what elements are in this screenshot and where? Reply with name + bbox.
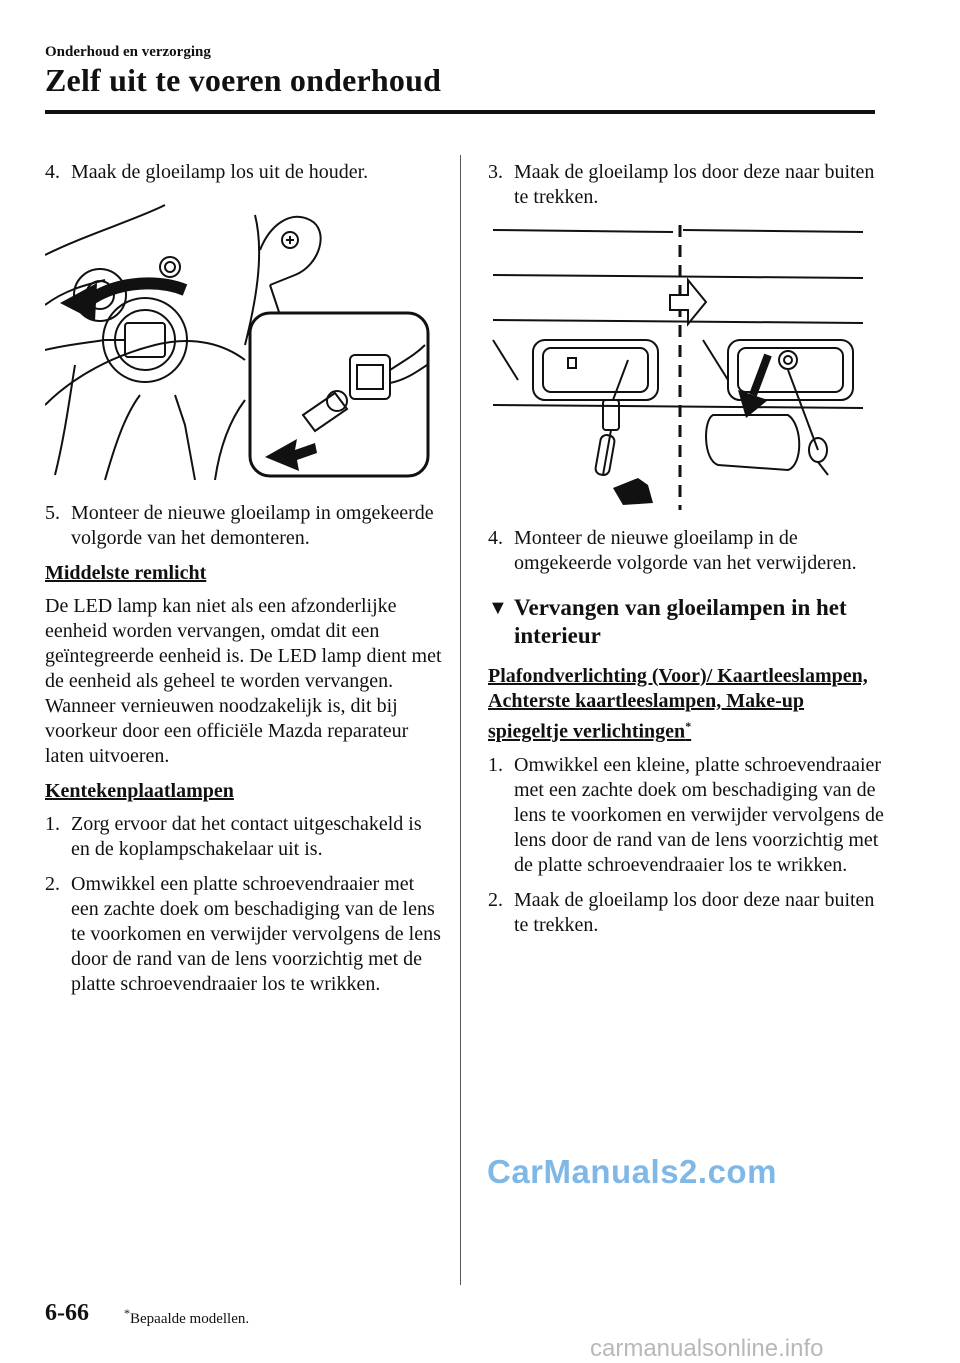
subheading-license-plate-lights: Kentekenplaatlampen <box>45 780 234 802</box>
asterisk-marker: * <box>685 719 692 733</box>
step-4-left <box>45 160 445 185</box>
license-plate-lamp-illustration <box>488 220 873 510</box>
subheading-text: Plafondverlichting (Voor)/ Kaartleeslampen, Achterste kaartleeslampen, Make-up spiegeltje verlichtingen <box>488 665 868 743</box>
step-1-right <box>488 753 888 878</box>
step-text: Monteer de nieuwe gloeilamp in omgekeerde volgorde van het demonteren. <box>71 502 434 549</box>
column-divider <box>460 155 461 1285</box>
step-text: Maak de gloeilamp los uit de houder. <box>71 161 369 183</box>
headlamp-bulb-illustration <box>45 195 435 485</box>
watermark-logo: CarManuals2.com <box>487 1153 777 1190</box>
section-heading-text: Vervangen van gloeilampen in het interieur <box>514 595 847 648</box>
step-text: Omwikkel een platte schroevendraaier met een zachte doek om beschadiging van de lens te voorkomen en verwijder vervolgens de lens door de rand van de lens voorzichtig met de platte schroevendraaier los te wrikken. <box>71 873 441 995</box>
subheading-interior-lights <box>488 664 888 745</box>
section-heading-interior-bulbs <box>488 594 888 650</box>
step-3-right <box>488 160 888 210</box>
step-text: Monteer de nieuwe gloeilamp in de omgekeerde volgorde van het verwijderen. <box>514 527 857 574</box>
step-number: 2. <box>45 873 60 895</box>
header-rule <box>45 110 875 114</box>
asterisk-marker: * <box>124 1306 130 1320</box>
footnote <box>124 1306 249 1328</box>
paragraph-led: De LED lamp kan niet als een afzonderlijke eenheid worden vervangen, omdat dit een geïntegreerde eenheid is. De LED lamp dient met de eenheid als geheel te worden vervangen. Wanneer vernieuwen noodzakelijk is, dit bij voorkeur door een officiële Mazda reparateur laten uitvoeren. <box>45 595 442 767</box>
step-number: 4. <box>488 527 503 549</box>
step-number: 1. <box>45 813 60 835</box>
step-1-left <box>45 812 445 862</box>
right-column <box>488 160 888 948</box>
step-number: 2. <box>488 888 503 911</box>
section-label: Onderhoud en verzorging <box>45 44 211 60</box>
step-text: Zorg ervoor dat het contact uitgeschakeld is en de koplampschakelaar uit is. <box>71 813 422 860</box>
left-column <box>45 160 445 1007</box>
page-number: 6-66 <box>45 1300 89 1326</box>
triangle-marker-icon: ▼ <box>488 597 508 619</box>
step-2-left <box>45 872 445 997</box>
page-title: Zelf uit te voeren onderhoud <box>45 62 442 98</box>
subheading-center-brake-light: Middelste remlicht <box>45 562 207 584</box>
step-4-right <box>488 526 888 576</box>
step-number: 3. <box>488 161 503 183</box>
footnote-text: Bepaalde modellen. <box>130 1311 250 1327</box>
step-2-right <box>488 888 888 938</box>
step-text: Omwikkel een kleine, platte schroevendraaier met een zachte doek om beschadiging van de lens te voorkomen en verwijder vervolgens de lens door de rand van de lens voorzichtig met de platte schroevendraaier los te wrikken. <box>514 753 884 876</box>
bottom-watermark: carmanualsonline.info <box>590 1335 824 1362</box>
step-text: Maak de gloeilamp los door deze naar buiten te trekken. <box>514 161 875 208</box>
step-text: Maak de gloeilamp los door deze naar buiten te trekken. <box>514 888 875 936</box>
step-5-left <box>45 501 445 551</box>
step-number: 5. <box>45 502 60 524</box>
step-number: 1. <box>488 753 503 776</box>
step-number: 4. <box>45 161 60 183</box>
